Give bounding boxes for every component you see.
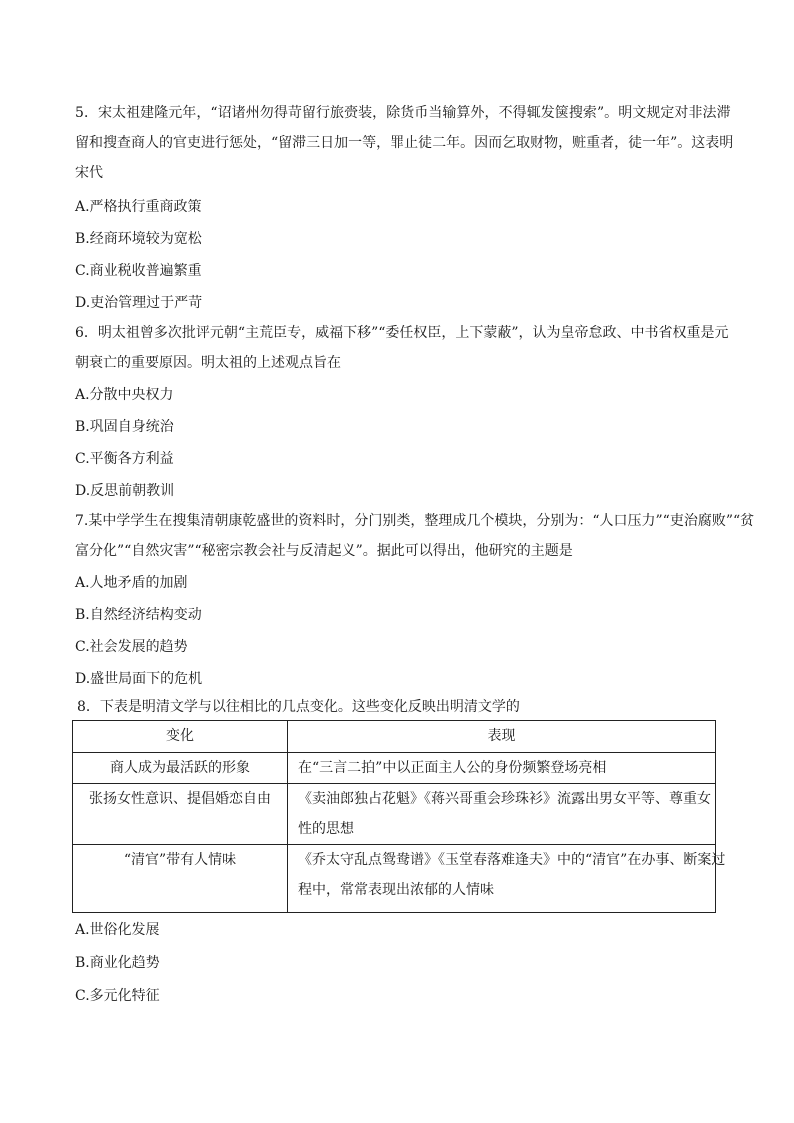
question-7-option-d: D.盛世局面下的危机 — [75, 671, 203, 687]
question-7-option-b: B.自然经济结构变动 — [75, 607, 202, 623]
question-8-stem: 8．下表是明清文学与以往相比的几点变化。这些变化反映出明清文学的 — [77, 699, 520, 715]
table-cell-detail: 在“三言二拍”中以正面主人公的身份频繁登场亮相 — [288, 753, 716, 784]
table-header-change: 变化 — [73, 721, 288, 753]
table-cell-change: 张扬女性意识、提倡婚恋自由 — [73, 784, 288, 845]
question-6-stem-line-1: 6．明太祖曾多次批评元朝“主荒臣专，威福下移”“委任权臣，上下蒙蔽”，认为皇帝怠政、中书省权重是元 — [75, 325, 729, 341]
table-cell-detail: 《卖油郎独占花魁》《蒋兴哥重会珍珠衫》流露出男女平等、尊重女 性的思想 — [288, 784, 716, 845]
question-7-option-a: A.人地矛盾的加剧 — [75, 575, 188, 591]
question-8-option-b: B.商业化趋势 — [75, 955, 160, 971]
literature-changes-table — [72, 720, 726, 913]
table-cell-change: 商人成为最活跃的形象 — [73, 753, 288, 784]
table-cell-detail: 《乔太守乱点鸳鸯谱》《玉堂春落难逢夫》中的“清官”在办事、断案过 程中，常常表现出浓郁的人情味 — [288, 845, 716, 913]
table-header-row — [73, 721, 716, 753]
table-row — [73, 784, 716, 845]
question-5-option-c: C.商业税收普遍繁重 — [75, 263, 202, 279]
question-5-option-a: A.严格执行重商政策 — [75, 199, 202, 215]
question-6-option-c: C.平衡各方利益 — [75, 451, 174, 467]
question-7-stem-line-1: 7.某中学学生在搜集清朝康乾盛世的资料时，分门别类，整理成几个模块，分别为：“人口压力”“吏治腐败”“贫 — [75, 513, 755, 529]
table-header-detail: 表现 — [288, 721, 716, 753]
question-7-stem-line-2: 富分化”“自然灾害”“秘密宗教会社与反清起义”。据此可以得出，他研究的主题是 — [75, 543, 573, 559]
question-6-option-b: B.巩固自身统治 — [75, 419, 174, 435]
question-6-option-d: D.反思前朝教训 — [75, 483, 175, 499]
question-5-option-b: B.经商环境较为宽松 — [75, 231, 202, 247]
question-6-option-a: A.分散中央权力 — [75, 387, 174, 403]
question-5-stem-line-2: 留和搜查商人的官吏进行惩处，“留滞三日加一等，罪止徒二年。因而乞取财物，赃重者，徒一年”。这表明 — [75, 135, 734, 151]
question-5-stem-line-3: 宋代 — [75, 165, 103, 181]
question-5-option-d: D.吏治管理过于严苛 — [75, 295, 203, 311]
question-5-stem-line-1: 5．宋太祖建隆元年，“诏诸州勿得苛留行旅赍装，除货币当输算外，不得辄发箧搜索”。明文规定对非法滞 — [75, 105, 731, 121]
table-cell-change: “清官”带有人情味 — [73, 845, 288, 913]
question-8-option-c: C.多元化特征 — [75, 988, 160, 1004]
table-row — [73, 845, 716, 913]
question-6-stem-line-2: 朝衰亡的重要原因。明太祖的上述观点旨在 — [75, 355, 341, 371]
question-8-option-a: A.世俗化发展 — [75, 922, 160, 938]
table-row — [73, 753, 716, 784]
question-7-option-c: C.社会发展的趋势 — [75, 639, 188, 655]
